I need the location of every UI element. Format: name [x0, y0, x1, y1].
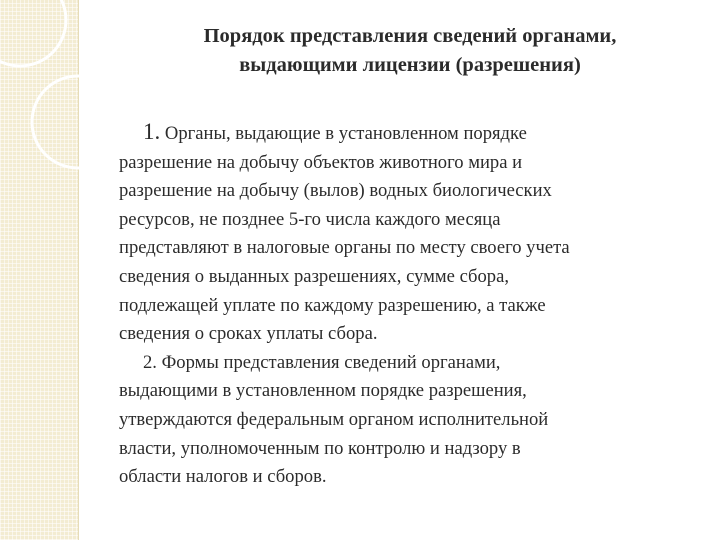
paragraph-2-line-1-text: Формы представления сведений органами, — [161, 351, 501, 373]
paragraph-1 — [119, 118, 709, 349]
paragraph-1-line-1 — [119, 118, 709, 149]
paragraph-1-line-8: сведения о сроках уплаты сбора. — [119, 323, 378, 345]
title-line-1: Порядок представления сведений органами, — [203, 25, 617, 47]
paragraph-1-line-5: представляют в налоговые органы по месту своего учета — [119, 237, 570, 259]
paragraph-1-line-1-text: Органы, выдающие в установленном порядке — [164, 123, 527, 144]
slide-body — [119, 118, 709, 492]
paragraph-2-line-5: области налогов и сборов. — [119, 466, 327, 488]
paragraph-2-number: 2. — [143, 351, 157, 373]
slide-title — [120, 22, 700, 80]
paragraph-2-line-1 — [119, 349, 709, 378]
title-line-2: выдающими лицензии (разрешения) — [239, 54, 581, 76]
paragraph-2-line-2: выдающими в установленном порядке разрешения, — [119, 380, 527, 402]
paragraph-2-line-3: утверждаются федеральным органом исполнительной — [119, 408, 549, 430]
paragraph-1-number: 1. — [143, 119, 161, 144]
paragraph-1-line-6: сведения о выданных разрешениях, сумме сбора, — [119, 265, 510, 287]
circle-ornament-icon — [0, 0, 130, 180]
paragraph-1-line-4: ресурсов, не позднее 5-го числа каждого месяца — [119, 208, 501, 230]
paragraph-2-line-4: власти, уполномоченным по контролю и надзору в — [119, 437, 521, 459]
paragraph-1-line-3: разрешение на добычу (вылов) водных биологических — [119, 180, 552, 202]
paragraph-1-line-7: подлежащей уплате по каждому разрешению, а также — [119, 294, 546, 316]
paragraph-1-line-2: разрешение на добычу объектов животного мира и — [119, 151, 523, 173]
paragraph-2 — [119, 349, 709, 492]
